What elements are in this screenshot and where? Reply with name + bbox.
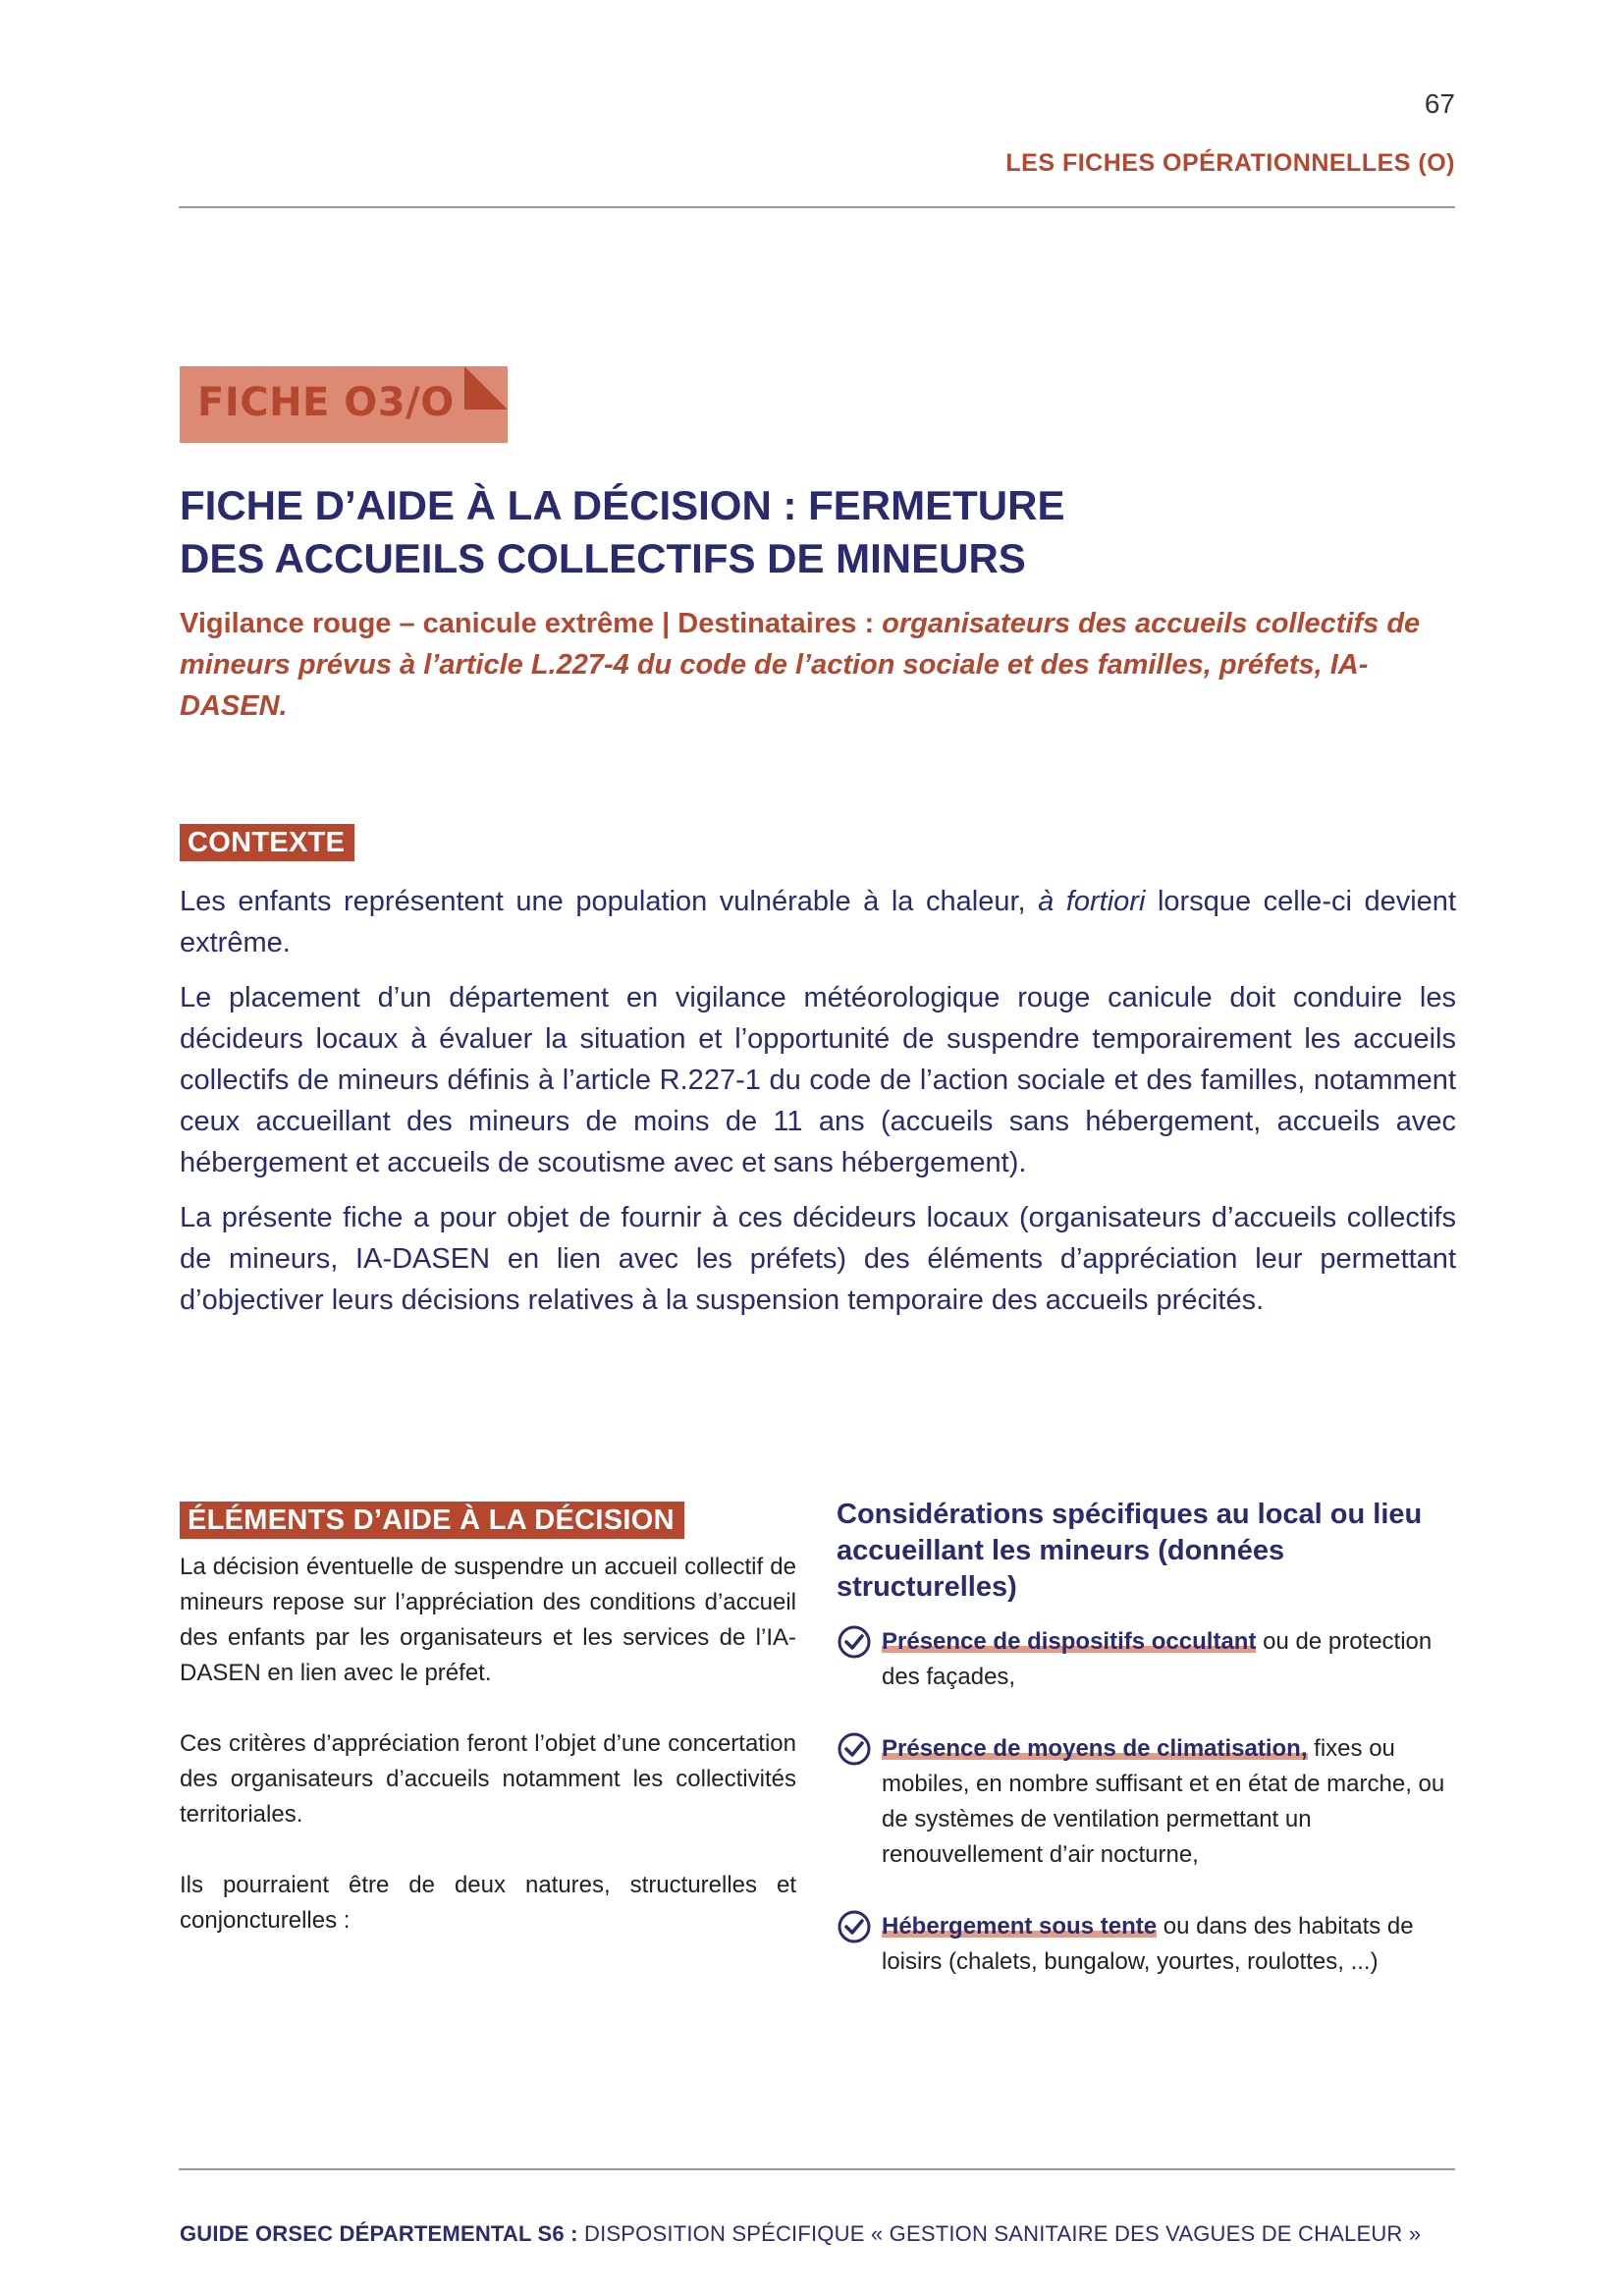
footer-divider — [179, 2168, 1455, 2170]
context-p1-italic: à fortiori — [1038, 886, 1146, 917]
section-label-elements: ÉLÉMENTS D’AIDE À LA DÉCISION — [180, 1502, 684, 1539]
page-footer — [180, 2221, 1421, 2247]
considerations-heading: Considérations spécifiques au local ou lieu accueillant les mineurs (données structurelles) — [837, 1499, 1423, 1603]
subtitle-recipients: organisateurs des accueils collectifs de mineurs prévus à l’article L.227-4 du code de l’action sociale et des familles, préfets, IA-DASEN. — [180, 608, 1421, 722]
page-fold-corner — [464, 366, 508, 410]
section-label-contexte: CONTEXTE — [180, 824, 354, 861]
context-paragraph-1 — [180, 881, 1456, 963]
fiche-tag — [180, 366, 508, 443]
consideration-text: ou dans des habitats de loisirs (chalets, bungalow, yourtes, roulottes, ...) — [882, 1913, 1414, 1975]
page-title-line-1: FICHE D’AIDE À LA DÉCISION : FERMETURE — [180, 482, 1065, 528]
elements-paragraph-3: Ils pourraient être de deux natures, structurelles et conjoncturelles : — [180, 1872, 796, 1934]
check-circle-icon — [837, 1909, 872, 1944]
header-divider — [179, 206, 1455, 208]
context-p1-start: Les enfants représentent une population vulnérable à la chaleur, — [180, 886, 1039, 917]
check-circle-icon — [837, 1731, 872, 1767]
elements-paragraph-2: Ces critères d’appréciation feront l’objet d’une concertation des organisateurs d’accueils notamment les collectivités territoriales. — [180, 1730, 796, 1828]
page-number: 67 — [1424, 88, 1455, 119]
footer-disposition: DISPOSITION SPÉCIFIQUE « GESTION SANITAIRE DES VAGUES DE CHALEUR » — [577, 2221, 1422, 2246]
elements-paragraph-1: La décision éventuelle de suspendre un accueil collectif de mineurs repose sur l’appréciation des conditions d’accueil des enfants par les organisateurs et les services de l’IA-DASEN en lien avec le préfet. — [180, 1554, 796, 1686]
context-p1-end: lorsque celle-ci devient extrême. — [180, 886, 1456, 958]
consideration-highlight: Présence de dispositifs occultant — [882, 1628, 1257, 1655]
context-paragraph-3: La présente fiche a pour objet de fournir à ces décideurs locaux (organisateurs d’accueils collectifs de mineurs, IA-DASEN en lien avec les préfets) des éléments d’appréciation leur permettant d’objectiver leurs décisions relatives à la suspension temporaire des accueils précités. — [180, 1202, 1456, 1316]
consideration-item — [837, 1909, 1457, 1980]
page-title — [180, 479, 1456, 585]
check-circle-icon — [837, 1624, 872, 1660]
consideration-highlight: Hébergement sous tente — [882, 1913, 1158, 1940]
page-title-line-2: DES ACCUEILS COLLECTIFS DE MINEURS — [180, 535, 1026, 581]
consideration-item — [837, 1624, 1457, 1695]
context-body — [180, 881, 1456, 1335]
subtitle-lead: Vigilance rouge – canicule extrême | Destinataires : — [180, 608, 883, 639]
consideration-text: ou de protection des façades, — [882, 1628, 1433, 1690]
consideration-text: fixes ou mobiles, en nombre suffisant et en état de marche, ou de systèmes de ventilation permettant un renouvellement d’air nocturne, — [882, 1735, 1445, 1868]
footer-guide-name: GUIDE ORSEC DÉPARTEMENTAL S6 : — [180, 2221, 578, 2246]
consideration-item — [837, 1731, 1457, 1873]
running-header: LES FICHES OPÉRATIONNELLES (O) — [1005, 149, 1455, 177]
context-paragraph-2: Le placement d’un département en vigilance météorologique rouge canicule doit conduire les décideurs locaux à évaluer la situation et l’opportunité de suspendre temporairement les accueils collectifs de mineurs définis à l’article R.227-1 du code de l’action sociale et des familles, notamment ceux accueillant des mineurs de moins de 11 ans (accueils sans hébergement, accueils avec hébergement et accueils de scoutisme avec et sans hébergement). — [180, 982, 1456, 1178]
fiche-tag-label: FICHE O3/O — [197, 380, 455, 425]
consideration-highlight: Présence de moyens de climatisation, — [882, 1735, 1308, 1762]
elements-body — [180, 1550, 796, 1974]
subtitle — [180, 603, 1456, 727]
